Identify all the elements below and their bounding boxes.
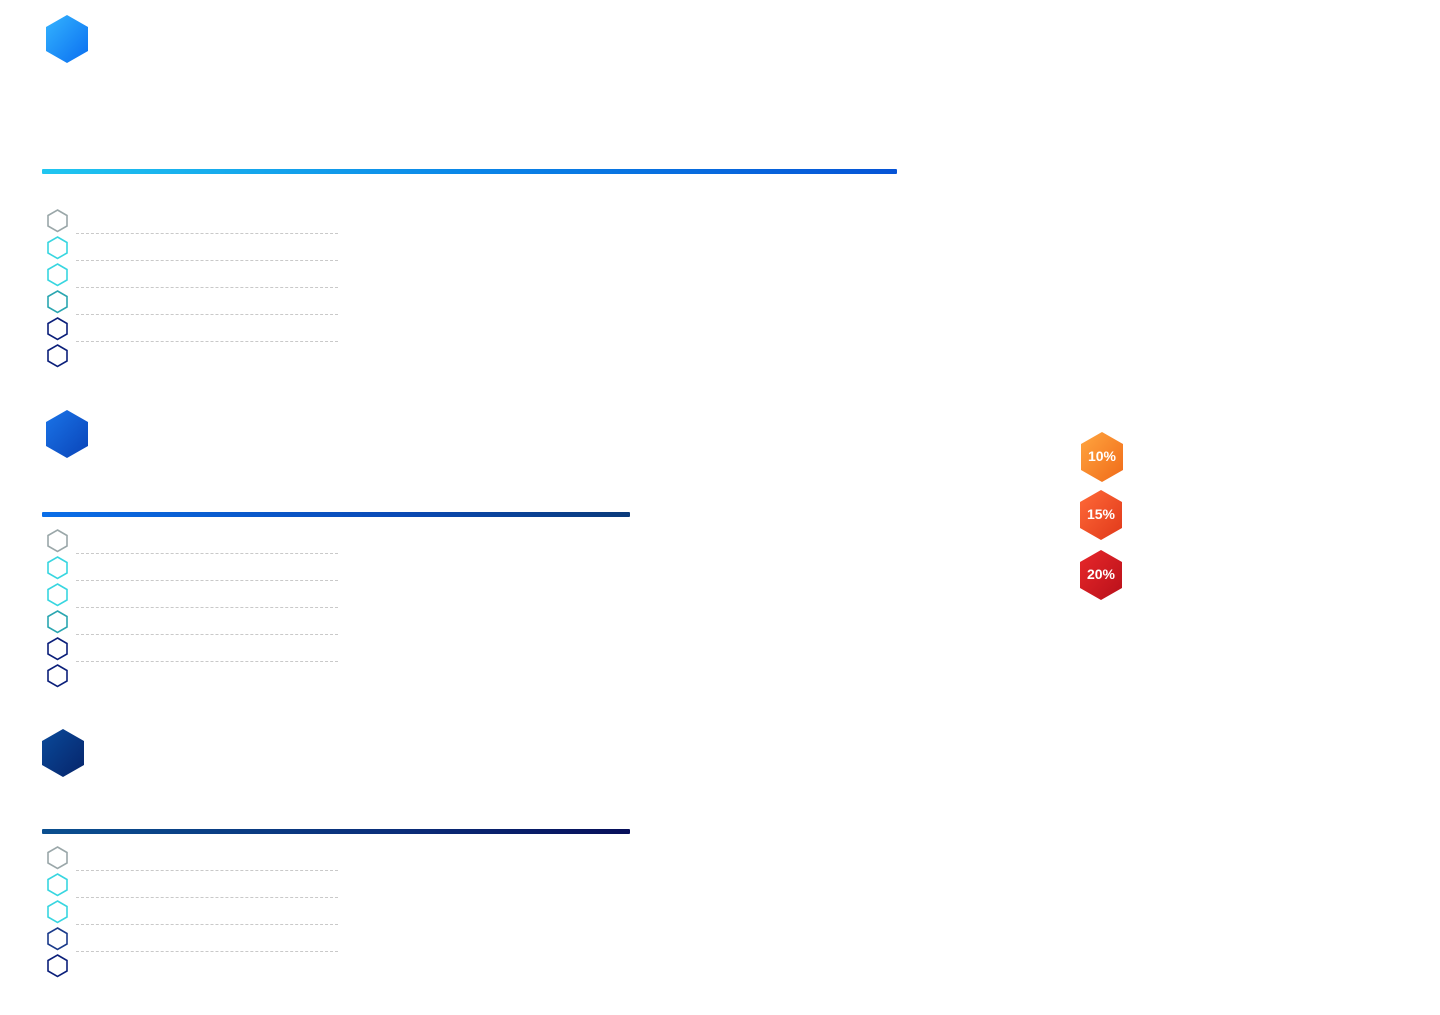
hexagon-outline-icon [46, 609, 69, 634]
section-3-hexagon-icon [41, 728, 85, 778]
hexagon-outline-icon [46, 555, 69, 580]
list-item [46, 926, 346, 953]
list-item [46, 289, 346, 316]
dashed-line [76, 314, 338, 315]
section-1-hexagon-icon [45, 14, 89, 64]
hexagon-outline-icon [46, 528, 69, 553]
dashed-line [76, 607, 338, 608]
hexagon-outline-icon [46, 343, 69, 368]
dashed-line [76, 580, 338, 581]
dashed-line [76, 634, 338, 635]
dashed-line [76, 924, 338, 925]
hexagon-outline-icon [46, 582, 69, 607]
list-item [46, 953, 346, 980]
hexagon-outline-icon [46, 289, 69, 314]
discount-badge-15 [1077, 488, 1125, 542]
hexagon-outline-icon [46, 316, 69, 341]
list-item [46, 582, 346, 609]
list-item [46, 235, 346, 262]
dashed-line [76, 287, 338, 288]
hexagon-outline-icon [46, 953, 69, 978]
section-2-divider [42, 512, 630, 517]
list-item [46, 528, 346, 555]
dashed-line [76, 661, 338, 662]
list-item [46, 899, 346, 926]
badge-label: 20% [1086, 566, 1116, 582]
hexagon-outline-icon [46, 663, 69, 688]
dashed-line [76, 553, 338, 554]
list-item [46, 262, 346, 289]
list-item [46, 316, 346, 343]
dashed-line [76, 951, 338, 952]
discount-badge-10 [1078, 430, 1126, 484]
discount-badge-20 [1077, 548, 1125, 602]
dashed-line [76, 870, 338, 871]
dashed-line [76, 233, 338, 234]
section-3-divider [42, 829, 630, 834]
list-item [46, 609, 346, 636]
section-2-list [46, 528, 346, 690]
hexagon-outline-icon [46, 926, 69, 951]
hexagon-outline-icon [46, 208, 69, 233]
hexagon-outline-icon [46, 235, 69, 260]
hexagon-outline-icon [46, 872, 69, 897]
list-item [46, 845, 346, 872]
section-1-list [46, 208, 346, 370]
dashed-line [76, 260, 338, 261]
list-item [46, 636, 346, 663]
list-item [46, 663, 346, 690]
badge-label: 15% [1086, 506, 1116, 522]
badge-label: 10% [1087, 448, 1117, 464]
hexagon-outline-icon [46, 262, 69, 287]
list-item [46, 555, 346, 582]
list-item [46, 872, 346, 899]
list-item [46, 208, 346, 235]
dashed-line [76, 341, 338, 342]
hexagon-outline-icon [46, 845, 69, 870]
list-item [46, 343, 346, 370]
section-2-hexagon-icon [45, 409, 89, 459]
hexagon-outline-icon [46, 899, 69, 924]
section-3-list [46, 845, 346, 980]
dashed-line [76, 897, 338, 898]
section-1-divider [42, 169, 897, 174]
hexagon-outline-icon [46, 636, 69, 661]
